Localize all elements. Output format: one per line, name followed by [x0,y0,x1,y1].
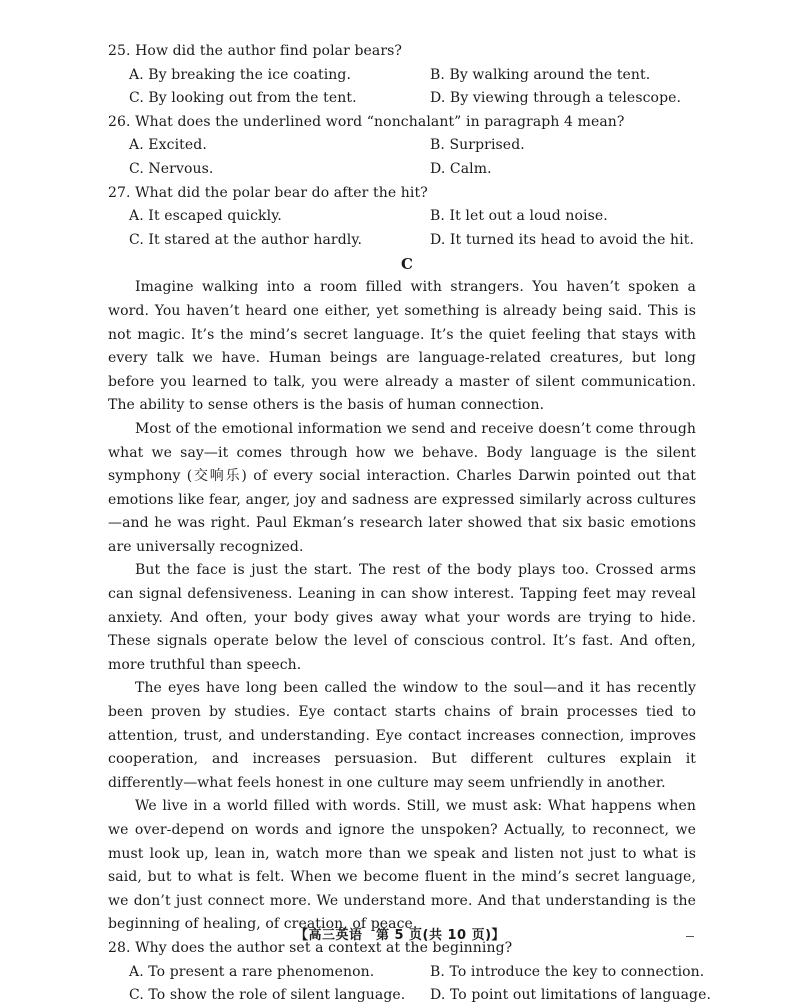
option-d: D. By viewing through a telescope. [430,90,682,107]
question-26-options [108,134,696,181]
exam-page [108,40,712,1008]
section-heading: C [400,255,414,274]
footer-mark [686,936,694,937]
option-d: D. Calm. [430,160,492,177]
option-d: D. To point out limitations of language. [430,987,712,1004]
question-28-stem: 28. Why does the author set a context at the beginning? [108,939,513,956]
option-a: A. To present a rare phenomenon. [129,963,375,980]
passage-paragraph-2: Most of the emotional information we send and receive doesn’t come through what we say—it comes through how we behave. Body language is the silent symphony (交响乐) of every social interaction. Charles Darwin pointed out that emotions like fear, anger, joy and sadness are expressed similarly across cultures—and he was right. Paul Ekman’s research later showed that six basic emotions are universally recognized. [108,420,696,555]
question-26-stem: 26. What does the underlined word “nonchalant” in paragraph 4 mean? [108,113,625,130]
option-c: C. It stared at the author hardly. [129,231,363,248]
passage-paragraph-5: We live in a world filled with words. Still, we must ask: What happens when we over-depend on words and ignore the unspoken? Actually, to reconnect, we must look up, lean in, watch more than we speak and listen not just to what is said, but to what is felt. When we become fluent in the mind’s secret language, we don’t just connect more. We understand more. And that understanding is the beginning of healing, of creation, of peace. [108,798,696,933]
option-c: C. To show the role of silent language. [129,987,406,1004]
question-27-stem: 27. What did the polar bear do after the hit? [108,184,428,201]
option-a: A. It escaped quickly. [129,208,282,225]
option-b: B. To introduce the key to connection. [430,963,705,980]
option-b: B. Surprised. [430,137,525,154]
option-a: A. By breaking the ice coating. [129,66,352,83]
question-25-options [108,64,696,111]
question-28-options [108,961,712,1008]
passage-paragraph-4: The eyes have long been called the window to the soul—and it has recently been proven by studies. Eye contact starts chains of brain processes tied to attention, trust, and understanding. Eye contact increases connection, improves cooperation, and increases persuasion. But different cultures explain it differently—what feels honest in one culture may seem unfriendly in another. [108,680,696,791]
option-b: B. By walking around the tent. [430,66,651,83]
passage-paragraph-3: But the face is just the start. The rest of the body plays too. Crossed arms can signal defensiveness. Leaning in can show interest. Tapping feet may reveal anxiety. And often, your body gives away what your words are trying to hide. These signals operate below the level of conscious control. It’s fast. And often, more truthful than speech. [108,562,696,673]
option-b: B. It let out a loud noise. [430,208,608,225]
option-c: C. By looking out from the tent. [129,90,357,107]
option-d: D. It turned its head to avoid the hit. [430,231,695,248]
question-25-stem: 25. How did the author find polar bears? [108,43,403,59]
option-a: A. Excited. [129,137,207,154]
passage-paragraph-1: Imagine walking into a room filled with strangers. You haven’t spoken a word. You haven’t heard one either, yet something is already being said. This is not magic. It’s the mind’s secret language. It’s the quiet feeling that stays with every talk we have. Human beings are language-related creatures, but long before you learned to talk, you were already a master of silent communication. The ability to sense others is the basis of human connection. [108,279,696,414]
option-c: C. Nervous. [129,160,214,177]
page-footer: 【高三英语 第 5 页(共 10 页)】 [294,928,506,943]
question-27-options [108,205,696,252]
